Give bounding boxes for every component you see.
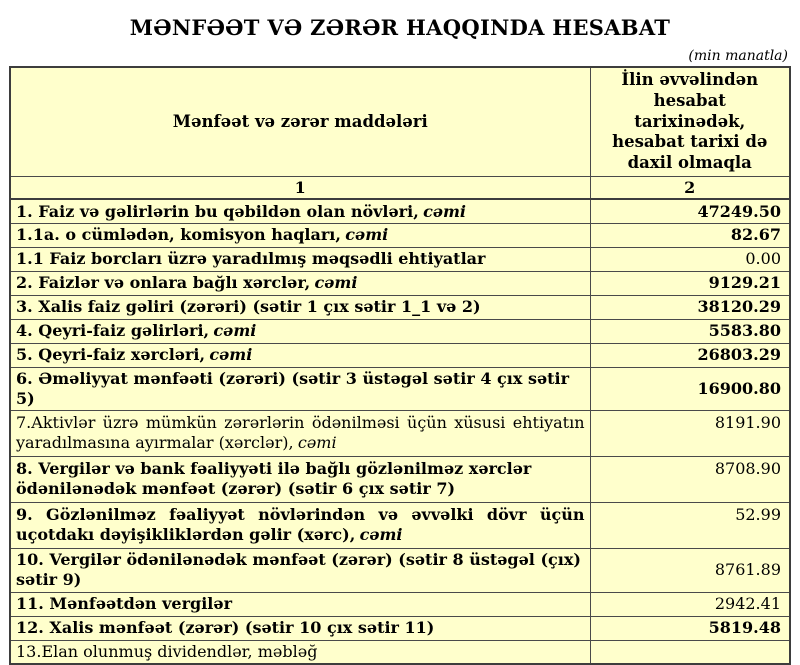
row-value: 8761.89: [590, 549, 790, 592]
row-value: 0.00: [590, 247, 790, 271]
row-label-italic: cəmi: [345, 225, 389, 245]
row-value: 2942.41: [590, 592, 790, 616]
table-row: [10, 319, 790, 343]
row-value: 8708.90: [590, 457, 790, 503]
column-index-row: [10, 176, 790, 199]
table-row: [10, 457, 790, 503]
table-row: [10, 223, 790, 247]
table-row: [10, 271, 790, 295]
row-label-italic: cəmi: [297, 433, 337, 453]
table-row: [10, 343, 790, 367]
table-row: [10, 367, 790, 410]
row-label: 10. Vergilər ödənilənədək mənfəət (zərər) (sətir 8 üstəgəl (çıx) sətir 9): [10, 549, 590, 592]
row-value: 82.67: [590, 223, 790, 247]
row-value: 52.99: [590, 503, 790, 549]
row-value: 47249.50: [590, 199, 790, 223]
row-value: 8191.90: [590, 411, 790, 457]
row-label: 12. Xalis mənfəət (zərər) (sətir 10 çıx sətir 11): [10, 616, 590, 640]
row-label-italic: cəmi: [209, 345, 253, 365]
table-row: [10, 411, 790, 457]
table-row: [10, 616, 790, 640]
row-label-italic: cəmi: [314, 273, 358, 293]
row-value: 9129.21: [590, 271, 790, 295]
row-label: 1. Faiz və gəlirlərin bu qəbildən olan növləri, cəmi: [10, 199, 590, 223]
row-label: 11. Mənfəətdən vergilər: [10, 592, 590, 616]
row-value: [590, 640, 790, 664]
row-label: 3. Xalis faiz gəliri (zərəri) (sətir 1 çıx sətir 1_1 və 2): [10, 295, 590, 319]
table-row: [10, 199, 790, 223]
table-row: [10, 503, 790, 549]
column-index-2: 2: [590, 176, 790, 199]
row-label: 6. Əməliyyat mənfəəti (zərəri) (sətir 3 üstəgəl sətir 4 çıx sətir 5): [10, 367, 590, 410]
row-label: 2. Faizlər və onlara bağlı xərclər, cəmi: [10, 271, 590, 295]
row-value: 5583.80: [590, 319, 790, 343]
table-row: [10, 592, 790, 616]
column-header-items: Mənfəət və zərər maddələri: [10, 67, 590, 176]
row-label: 7.Aktivlər üzrə mümkün zərərlərin ödənilməsi üçün xüsusi ehtiyatın yaradılmasına ayırmalar (xərclər), cəmi: [10, 411, 590, 457]
row-label: 5. Qeyri-faiz xərcləri, cəmi: [10, 343, 590, 367]
column-header-period: İlin əvvəlindən hesabat tarixinədək, hesabat tarixi də daxil olmaqla: [590, 67, 790, 176]
table-row: [10, 247, 790, 271]
header-row: [10, 67, 790, 176]
row-label: 4. Qeyri-faiz gəlirləri, cəmi: [10, 319, 590, 343]
profit-loss-table: [9, 66, 791, 665]
row-label-italic: cəmi: [213, 321, 257, 341]
page-title: MƏNFƏƏT VƏ ZƏRƏR HAQQINDA HESABAT: [129, 15, 671, 40]
table-row: [10, 640, 790, 664]
row-label: 8. Vergilər və bank fəaliyyəti ilə bağlı gözlənilməz xərclər ödənilənədək mənfəət (zərər) (sətir 6 çıx sətir 7): [10, 457, 590, 503]
row-label: 1.1 Faiz borcları üzrə yaradılmış məqsədli ehtiyatlar: [10, 247, 590, 271]
row-value: 16900.80: [590, 367, 790, 410]
row-label-italic: cəmi: [359, 525, 403, 545]
row-label: 1.1a. o cümlədən, komisyon haqları, cəmi: [10, 223, 590, 247]
row-value: 26803.29: [590, 343, 790, 367]
table-row: [10, 295, 790, 319]
row-label: 13.Elan olunmuş dividendlər, məbləğ: [10, 640, 590, 664]
unit-note: (min manatla): [688, 48, 788, 64]
row-value: 5819.48: [590, 616, 790, 640]
row-label: 9. Gözlənilməz fəaliyyət növlərindən və əvvəlki dövr üçün uçotdakı dəyişikliklərdən gəlir (xərc), cəmi: [10, 503, 590, 549]
table-row: [10, 549, 790, 592]
row-value: 38120.29: [590, 295, 790, 319]
column-index-1: 1: [10, 176, 590, 199]
row-label-italic: cəmi: [423, 201, 467, 221]
